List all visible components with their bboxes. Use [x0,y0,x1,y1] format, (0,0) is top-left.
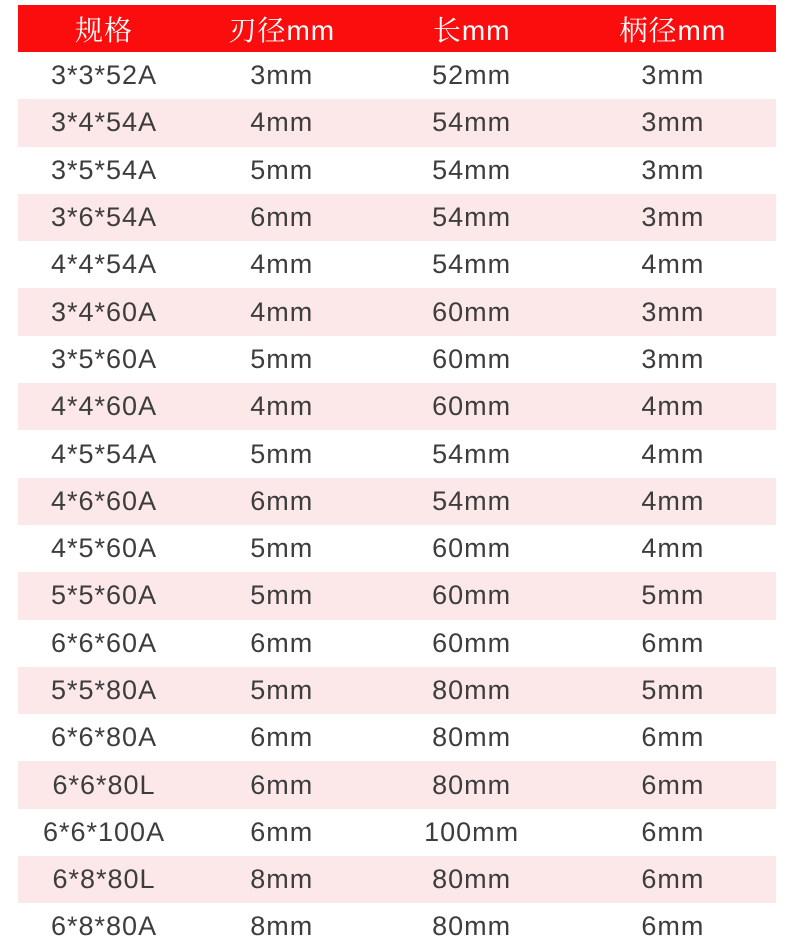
shank-diameter-cell: 3mm [641,154,705,185]
spec-cell: 4*5*60A [50,533,158,564]
table-row [18,856,776,903]
blade-diameter-cell: 6mm [250,627,314,658]
length-cell: 60mm [432,296,512,327]
spec-cell: 4*4*54A [50,249,158,280]
blade-diameter-cell: 5mm [250,533,314,564]
shank-diameter-cell: 6mm [641,911,705,942]
blade-diameter-cell: 6mm [250,816,314,847]
blade-diameter-cell: 6mm [250,769,314,800]
shank-diameter-cell: 6mm [641,769,705,800]
header-cell-spec: 规格 [75,14,134,46]
shank-diameter-cell: 4mm [641,391,705,422]
blade-diameter-cell: 4mm [250,249,314,280]
table-header-row [18,5,776,52]
shank-diameter-cell: 3mm [641,60,705,91]
shank-diameter-cell: 4mm [641,533,705,564]
table-row [18,761,776,808]
shank-diameter-cell: 5mm [641,675,705,705]
header-cell-blade-diameter: 刃径mm [228,14,336,46]
blade-diameter-cell: 5mm [250,343,314,374]
length-cell: 80mm [432,769,512,800]
spec-cell: 5*5*80A [50,675,158,705]
shank-diameter-cell: 6mm [641,722,705,753]
header-cell-shank-diameter: 柄径mm [619,14,727,46]
spec-cell: 3*4*60A [50,296,158,327]
shank-diameter-cell: 4mm [641,438,705,469]
blade-diameter-cell: 5mm [250,580,314,611]
spec-cell: 4*6*60A [50,485,158,516]
blade-diameter-cell: 4mm [250,107,314,138]
spec-cell: 6*6*60A [50,627,158,658]
length-cell: 54mm [432,485,512,516]
spec-cell: 6*8*80L [52,864,156,895]
spec-cell: 6*6*80L [52,769,156,800]
spec-cell: 6*6*80A [50,722,158,753]
table-row [18,288,776,335]
blade-diameter-cell: 6mm [250,485,314,516]
table-row [18,903,776,950]
shank-diameter-cell: 3mm [641,343,705,374]
length-cell: 54mm [432,249,512,280]
table-row [18,241,776,288]
table-row [18,667,776,714]
spec-cell: 5*5*60A [50,580,158,611]
length-cell: 54mm [432,107,512,138]
table-row [18,52,776,99]
shank-diameter-cell: 3mm [641,296,705,327]
blade-diameter-cell: 4mm [250,391,314,422]
table-row [18,525,776,572]
product-spec-table [18,5,776,951]
length-cell: 80mm [432,864,512,895]
table-row [18,478,776,525]
spec-cell: 3*4*54A [50,107,158,138]
blade-diameter-cell: 8mm [250,911,314,942]
blade-diameter-cell: 6mm [250,202,314,233]
table-row [18,714,776,761]
table-row [18,620,776,667]
blade-diameter-cell: 6mm [250,722,314,753]
length-cell: 52mm [432,60,512,91]
shank-diameter-cell: 5mm [641,580,705,611]
length-cell: 80mm [432,911,512,942]
shank-diameter-cell: 3mm [641,107,705,138]
spec-cell: 4*5*54A [50,438,158,469]
spec-cell: 3*5*60A [50,343,158,374]
table-row [18,336,776,383]
blade-diameter-cell: 4mm [250,296,314,327]
length-cell: 100mm [424,816,520,847]
spec-cell: 6*6*100A [42,816,166,847]
table-row [18,572,776,619]
header-cell-length: 长mm [432,14,511,46]
blade-diameter-cell: 5mm [250,154,314,185]
blade-diameter-cell: 5mm [250,438,314,469]
blade-diameter-cell: 8mm [250,864,314,895]
length-cell: 80mm [432,675,512,705]
spec-cell: 4*4*60A [50,391,158,422]
table-row [18,99,776,146]
length-cell: 60mm [432,580,512,611]
shank-diameter-cell: 6mm [641,627,705,658]
table-row [18,194,776,241]
length-cell: 54mm [432,154,512,185]
table-row [18,383,776,430]
shank-diameter-cell: 6mm [641,816,705,847]
spec-cell: 3*5*54A [50,154,158,185]
shank-diameter-cell: 4mm [641,249,705,280]
blade-diameter-cell: 5mm [250,675,314,705]
length-cell: 60mm [432,627,512,658]
length-cell: 60mm [432,343,512,374]
length-cell: 54mm [432,202,512,233]
length-cell: 80mm [432,722,512,753]
shank-diameter-cell: 6mm [641,864,705,895]
length-cell: 60mm [432,533,512,564]
table-row [18,430,776,477]
shank-diameter-cell: 3mm [641,202,705,233]
shank-diameter-cell: 4mm [641,485,705,516]
table-row [18,809,776,856]
length-cell: 60mm [432,391,512,422]
spec-cell: 6*8*80A [50,911,158,942]
blade-diameter-cell: 3mm [250,60,314,91]
table-row [18,147,776,194]
length-cell: 54mm [432,438,512,469]
spec-cell: 3*3*52A [50,60,158,91]
spec-cell: 3*6*54A [50,202,158,233]
